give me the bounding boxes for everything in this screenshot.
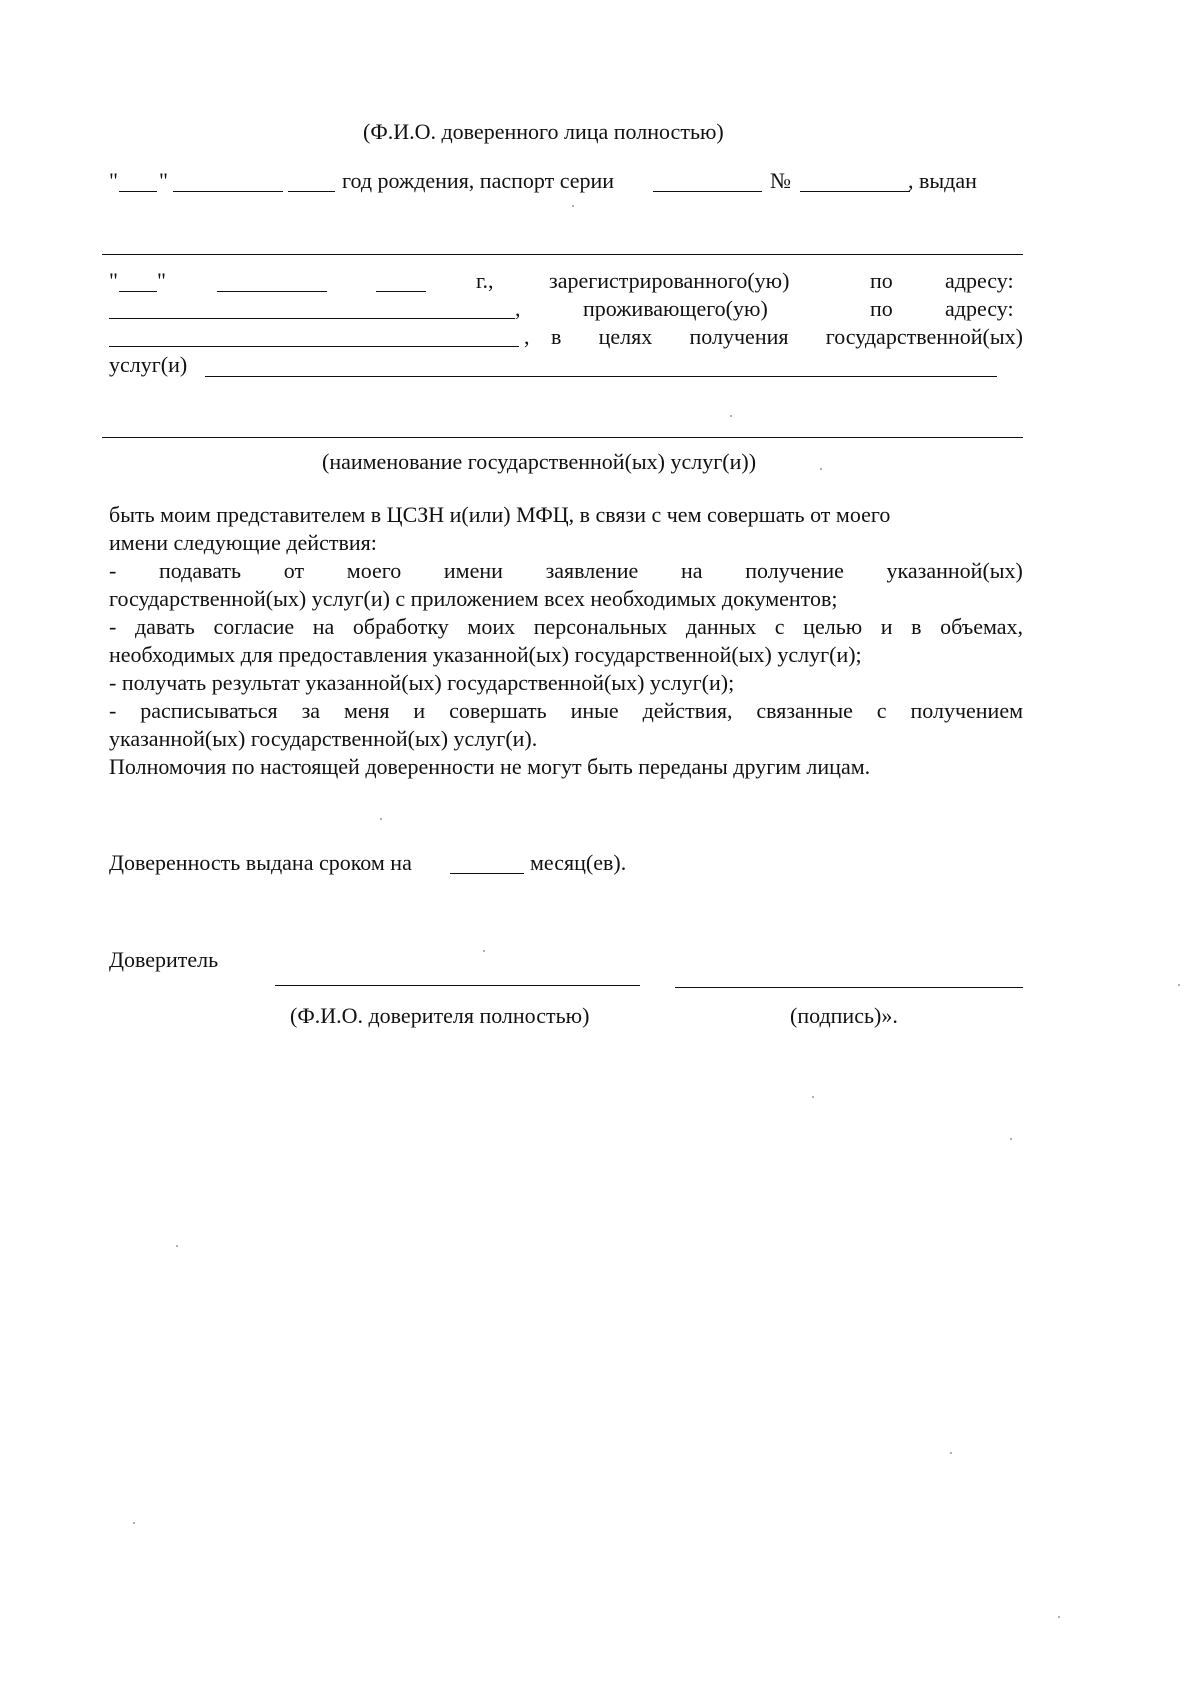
reg-day-blank — [119, 291, 157, 292]
intro-line-1: быть моим представителем в ЦСЗН и(или) МФЦ, в связи с чем совершать от моего — [109, 502, 891, 527]
living-address-blank — [109, 346, 519, 347]
item1-word: на — [681, 558, 703, 583]
purpose-words — [551, 324, 1023, 350]
scan-speck — [812, 1096, 814, 1098]
item1-word: имени — [443, 558, 503, 583]
item1-word: от — [283, 558, 305, 583]
principal-label: Доверитель — [109, 947, 219, 972]
passport-number-blank — [800, 191, 910, 192]
scan-speck — [730, 415, 732, 417]
birth-quote-open: " — [109, 168, 118, 193]
purpose-word: целях — [598, 324, 653, 349]
purpose-word: государственной(ых) — [825, 324, 1023, 349]
item4-line-1: - расписываться за меня и совершать иные действия, связанные с получением — [109, 698, 1023, 723]
signature-line — [675, 987, 1023, 988]
reg-quote-close: " — [157, 268, 166, 293]
intro-line-2: имени следующие действия: — [109, 530, 377, 555]
scan-speck — [1058, 1616, 1060, 1618]
principal-fio-line — [275, 985, 640, 986]
term-prefix: Доверенность выдана сроком на — [109, 850, 412, 875]
reg-year-blank — [376, 291, 426, 292]
item1-word: подавать — [159, 558, 242, 583]
scan-speck — [572, 205, 574, 207]
item1-line-1 — [109, 558, 1023, 584]
birth-year-blank — [288, 191, 335, 192]
birth-quote-close: " — [159, 168, 168, 193]
birth-passport-label: год рождения, паспорт серии — [342, 168, 615, 193]
item3-line: - получать результат указанной(ых) государственной(ых) услуг(и); — [109, 670, 735, 695]
reg-registered-word: зарегистрированного(ую) — [549, 268, 790, 293]
number-sign: № — [770, 168, 791, 193]
item2-line-1: - давать согласие на обработку моих персональных данных с целью и в объемах, — [109, 614, 1023, 639]
living-address-word: адресу: — [945, 296, 1014, 321]
item1-line-2: государственной(ых) услуг(и) с приложением всех необходимых документов; — [109, 586, 838, 611]
services-label: услуг(и) — [109, 352, 188, 377]
scan-speck — [950, 1452, 952, 1454]
living-word: проживающего(ую) — [583, 296, 768, 321]
signature-caption: (подпись)». — [790, 1003, 898, 1028]
item1-word: заявление — [545, 558, 639, 583]
living-comma: , — [515, 296, 521, 321]
purpose-word: в — [551, 324, 562, 349]
item4-line-2: указанной(ых) государственной(ых) услуг(и). — [109, 726, 538, 751]
reg-address-blank — [109, 318, 515, 319]
scan-speck — [483, 950, 485, 952]
purpose-comma: , — [524, 324, 530, 349]
birth-month-blank — [173, 191, 283, 192]
principal-fio-caption: (Ф.И.О. доверителя полностью) — [290, 1003, 590, 1028]
reg-po-word: по — [870, 268, 893, 293]
reg-year-suffix: г., — [476, 268, 494, 293]
services-blank-2 — [102, 437, 1023, 438]
trustee-fio-caption: (Ф.И.О. доверенного лица полностью) — [363, 119, 724, 144]
final-line: Полномочия по настоящей доверенности не могут быть переданы другим лицам. — [109, 754, 871, 779]
scan-speck — [1010, 1138, 1012, 1140]
passport-series-blank — [653, 191, 762, 192]
scan-speck — [820, 468, 822, 470]
item2-line-2: необходимых для предоставления указанной(ых) государственной(ых) услуг(и); — [109, 642, 862, 667]
scan-speck — [380, 818, 382, 820]
term-months-blank — [450, 873, 524, 874]
term-suffix: месяц(ев). — [530, 850, 627, 875]
issued-label: , выдан — [908, 168, 977, 193]
item1-word: моего — [346, 558, 402, 583]
purpose-word: получения — [689, 324, 789, 349]
item1-word: указанной(ых) — [886, 558, 1023, 583]
services-blank — [205, 376, 997, 377]
reg-address-word: адресу: — [945, 268, 1014, 293]
scan-speck — [1178, 984, 1180, 986]
item1-word: получение — [745, 558, 844, 583]
scan-speck — [176, 1245, 178, 1247]
reg-month-blank — [217, 291, 327, 292]
item1-word: - — [109, 558, 117, 583]
issued-by-line — [102, 254, 1023, 255]
services-caption: (наименование государственной(ых) услуг(и)) — [322, 449, 757, 474]
birth-day-blank — [119, 191, 157, 192]
reg-quote-open: " — [109, 268, 118, 293]
scan-speck — [133, 1522, 135, 1524]
living-po-word: по — [870, 296, 893, 321]
